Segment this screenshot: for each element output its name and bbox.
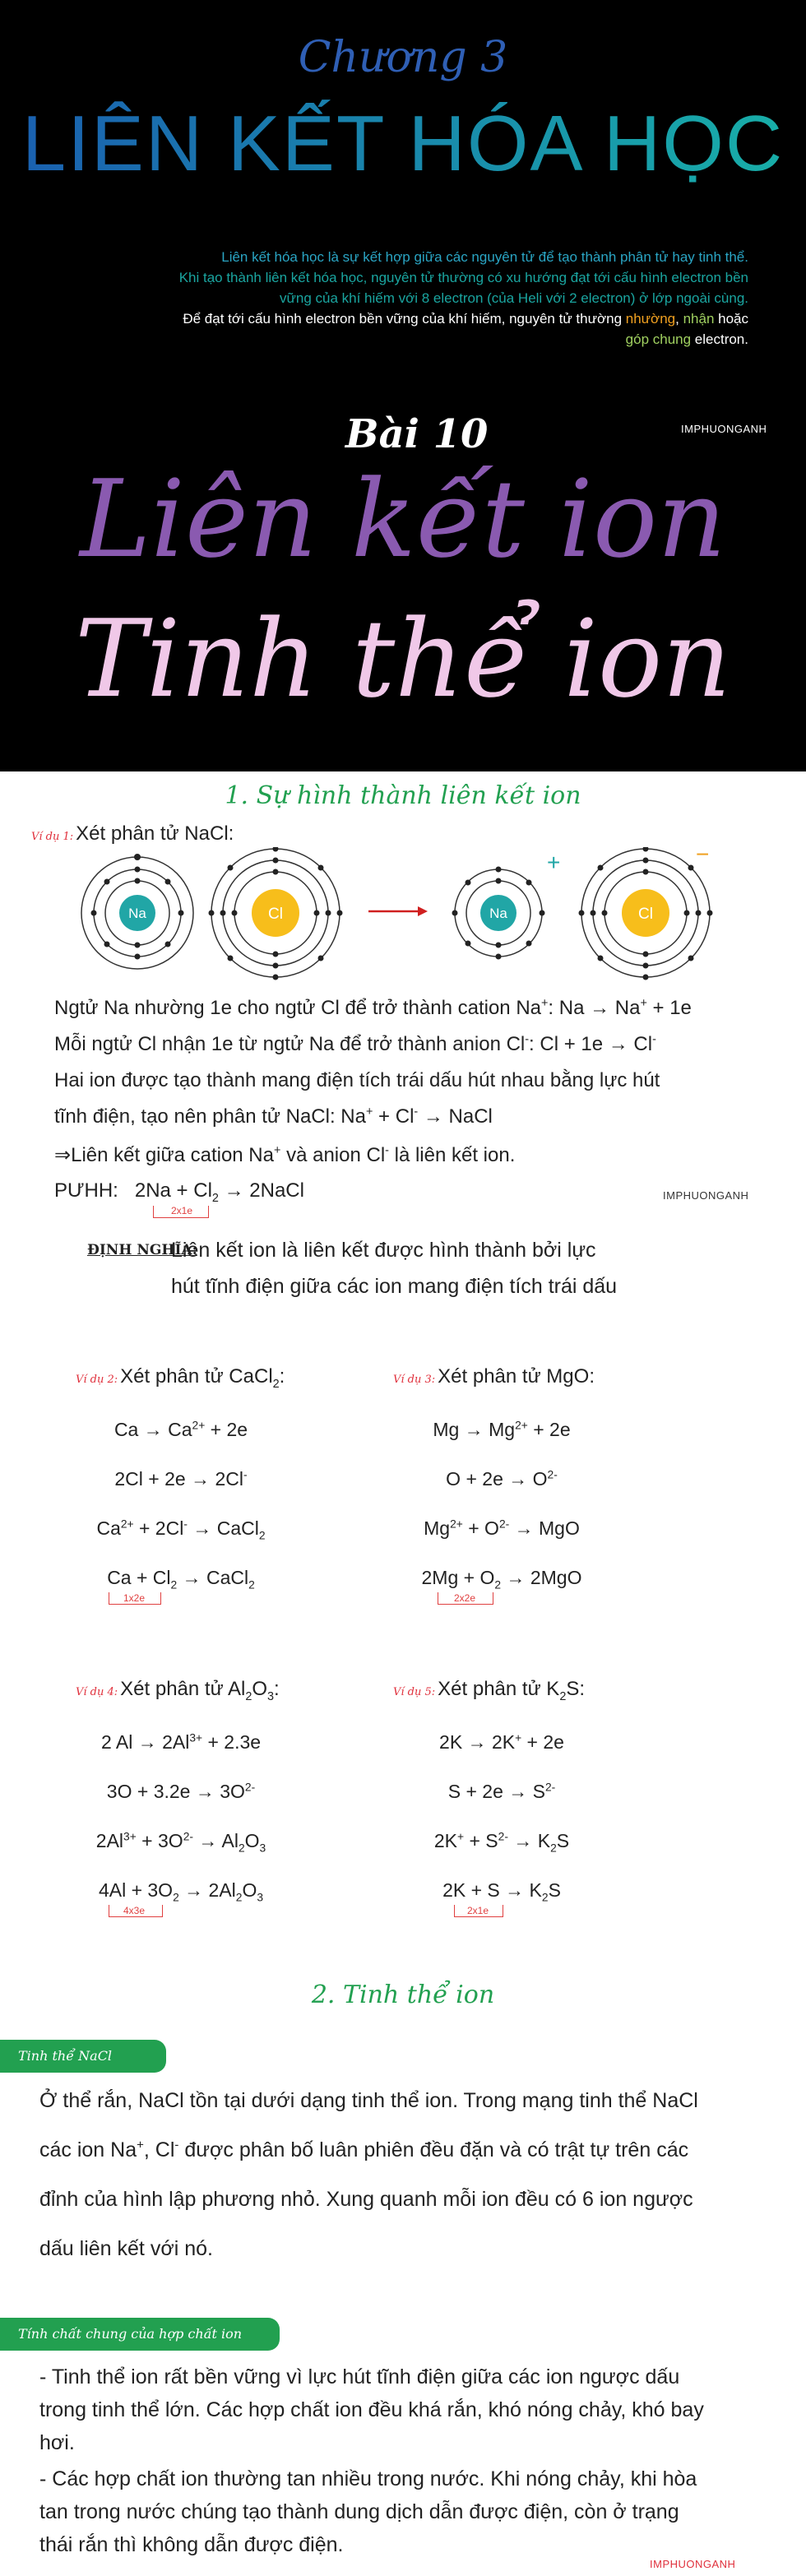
para-prop-line-4: - Các hợp chất ion thường tan nhiều trong nước. Khi nóng chảy, khi hòa	[39, 2467, 697, 2490]
positive-charge: +	[547, 850, 561, 875]
intro-text-3: vững của khí hiếm với 8 electron (của Heli với 2 electron) ở lớp ngoài cùng.	[279, 290, 748, 306]
intro-text-4: Để đạt tới cấu hình electron bền vững của khí hiếm, nguyên tử thường nhường, nhận hoặc	[183, 311, 748, 327]
tag-ionic-properties: Tính chất chung của hợp chất ion	[0, 2318, 280, 2351]
cl-ion	[579, 847, 713, 980]
example-3-eq-4: $2Mg + O_2 \to 2MgO$	[421, 1567, 582, 1591]
chapter-label: Chương 3	[298, 33, 508, 82]
text-nacl-formed: tĩnh điện, tạo nên phân tử NaCl: Na+ + Cl- → NaCl	[54, 1105, 493, 1128]
para-nacl-line-2: các ion Na+, Cl- được phân bố luân phiên đều đặn và có trật tự trên các	[39, 2138, 689, 2161]
nacl-formation-diagram	[66, 847, 740, 987]
watermark-bottom: IMPHUONGANH	[650, 2558, 736, 2570]
intro-text-2: Khi tạo thành liên kết hóa học, nguyên tử thường có xu hướng đạt tới cấu hình electron bền	[178, 270, 748, 285]
para-nacl-line-4: dấu liên kết với nó.	[39, 2237, 213, 2260]
example-4-eq-3: $2Al^{3+} + 3O^{2-} \to Al_2O_3$	[95, 1830, 266, 1855]
watermark: IMPHUONGANH	[681, 423, 767, 435]
para-prop-line-5: tan trong nước chúng tạo thành dung dịch dẫn được điện, còn ở trạng	[39, 2500, 679, 2523]
na-ion	[452, 850, 561, 960]
example-4-eq-1: 2 $Al \to 2Al^{3+} + 2.3e$	[100, 1731, 262, 1753]
intro-text-5: góp chung electron.	[625, 331, 748, 347]
definition-line-2: hút tĩnh điện giữa các ion mang điện tích trái dấu	[171, 1275, 618, 1298]
text-attraction: Hai ion được tạo thành mang điện tích trái dấu hút nhau bằng lực hút	[54, 1069, 660, 1091]
cl-ion-symbol: Cl	[638, 906, 653, 923]
example-5-title: Ví dụ 5: Xét phân tử $K_2S$:	[393, 1678, 586, 1703]
example-2-eq-2: 2Cl + 2e → 2Cl-	[114, 1468, 248, 1490]
section-2-heading: 2. Tinh thể ion	[311, 1981, 495, 2009]
watermark: IMPHUONGANH	[663, 1189, 749, 1202]
example-4-title: Ví dụ 4: Xét phân tử $Al_2O_3$:	[76, 1678, 280, 1703]
tag-nacl-crystal: Tinh thể NaCl	[0, 2040, 166, 2073]
example-5-eq-3: $2K^+ + S^{2-} \to K_2S$	[433, 1830, 570, 1855]
electron-transfer-label: 2x1e	[171, 1205, 193, 1216]
example-2-eq-3: $Ca^{2+} + 2Cl^-$ → CaCl$_2$	[96, 1517, 266, 1542]
example-5-eq-4: $2K + S \to K_2S$	[442, 1879, 561, 1904]
example-5-eq-1: 2K → 2K+ + 2e	[439, 1731, 564, 1753]
definition-line-1: Liên kết ion là liên kết được hình thành bởi lực	[171, 1239, 596, 1262]
example-5-transfer-label: 2x1e	[467, 1905, 489, 1916]
chapter-title: LIÊN KẾT HÓA HỌC	[0, 99, 806, 189]
na-symbol: Na	[128, 906, 146, 921]
lesson-title-2: Tinh thể ion	[75, 596, 731, 721]
example-3-eq-2: $O + 2e \to O^{2-}$	[446, 1468, 558, 1490]
text-conclusion: ⇒Liên kết giữa cation Na+ và anion Cl- là liên kết ion.	[54, 1144, 516, 1166]
lesson-title-1: Liên kết ion	[80, 456, 726, 581]
lesson-label: Bài 10	[345, 411, 489, 457]
section-1-heading: 1. Sự hình thành liên kết ion	[225, 781, 581, 810]
cl-atom	[209, 847, 343, 980]
cl-symbol: Cl	[268, 906, 283, 923]
para-prop-line-6: thái rắn thì không dẫn được điện.	[39, 2533, 344, 2556]
para-prop-line-2: trong tinh thể lớn. Các hợp chất ion đều khá rắn, khó nóng chảy, khó bay	[39, 2398, 704, 2421]
example-4-eq-2: $3O + 3.2e \to 3O^{2-}$	[106, 1781, 256, 1802]
para-nacl-line-3: đỉnh của hình lập phương nhỏ. Xung quanh mỗi ion đều có 6 ion ngược	[39, 2188, 693, 2211]
intro-text-1: Liên kết hóa học là sự kết hợp giữa các nguyên tử để tạo thành phân tử hay tinh thể.	[221, 249, 748, 265]
example-3-transfer-label: 2x2e	[454, 1592, 476, 1604]
reaction-arrow	[368, 906, 428, 916]
na-ion-symbol: Na	[489, 906, 507, 921]
example-1-title: Ví dụ 1: Xét phân tử NaCl:	[31, 822, 234, 845]
example-5-eq-2: $S + 2e \to S^{2-}$	[447, 1781, 556, 1802]
example-2-title: Ví dụ 2: Xét phân tử CaCl$_2$:	[76, 1365, 285, 1391]
para-nacl-line-1: Ở thể rắn, NaCl tồn tại dưới dạng tinh thể ion. Trong mạng tinh thể NaCl	[39, 2089, 698, 2112]
definition-label: ĐỊNH NGHĨA:	[87, 1242, 197, 1258]
example-3-eq-1: $Mg \to Mg^{2+} + 2e$	[433, 1419, 571, 1440]
example-4-transfer-label: 4x3e	[123, 1905, 146, 1916]
example-3-title: Ví dụ 3: Xét phân tử MgO:	[393, 1365, 595, 1388]
example-2-transfer-label: 1x2e	[123, 1592, 146, 1604]
example-2-eq-4: $Ca + Cl_2$ → CaCl$_2$	[107, 1567, 255, 1591]
na-atom	[81, 854, 193, 969]
example-3-eq-3: $Mg^{2+} + O^{2-}$ → MgO	[424, 1517, 580, 1539]
chapter-banner	[0, 0, 806, 771]
negative-charge: −	[696, 847, 710, 867]
example-4-eq-4: $4Al + 3O_2 \to 2Al_2O_3$	[98, 1879, 264, 1904]
text-na-gives-electron: Ngtử Na nhường 1e cho ngtử Cl để trở thành cation Na+: Na → Na+ + 1e	[54, 997, 692, 1019]
reaction-nacl: PƯHH: $2Na + Cl_2$ → 2NaCl	[54, 1179, 304, 1205]
text-cl-takes-electron: Mỗi ngtử Cl nhận 1e từ ngtử Na để trở thành anion Cl-: Cl + 1e → Cl-	[54, 1033, 656, 1055]
para-prop-line-3: hơi.	[39, 2431, 75, 2454]
example-2-eq-1: $Ca \to Ca^{2+} + 2e$	[113, 1419, 248, 1440]
para-prop-line-1: - Tinh thể ion rất bền vững vì lực hút tĩnh điện giữa các ion ngược dấu	[39, 2365, 680, 2388]
